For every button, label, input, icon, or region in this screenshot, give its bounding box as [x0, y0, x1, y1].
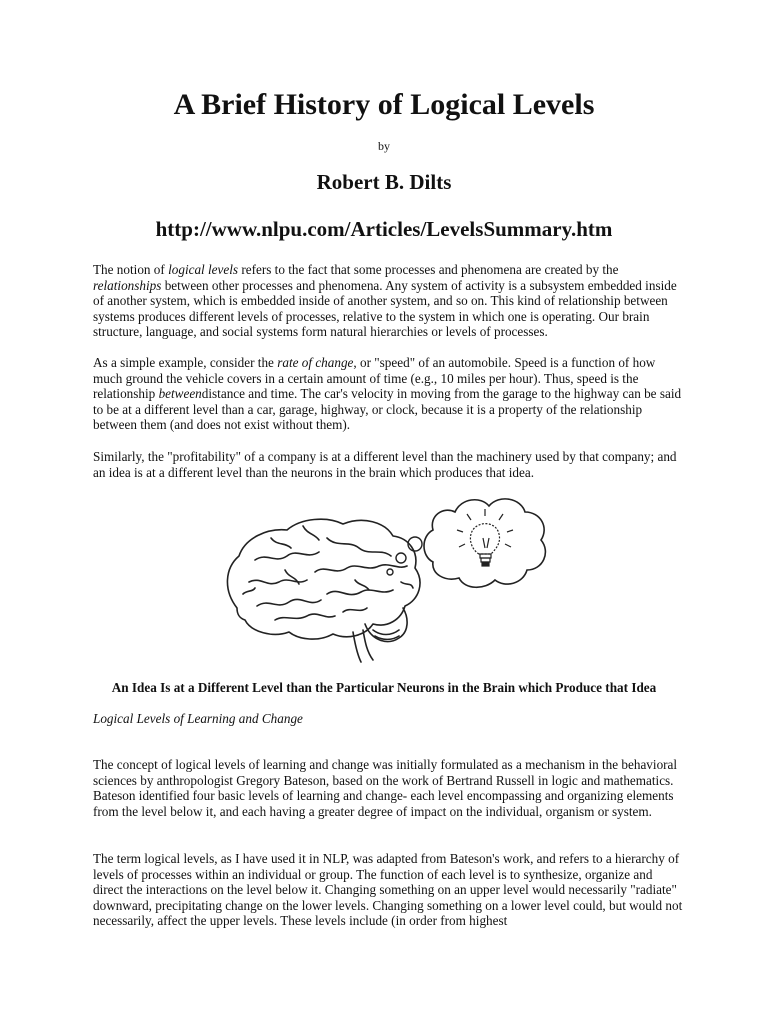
- figure-caption: An Idea Is at a Different Level than the Particular Neurons in the Brain which Produce that Idea: [111, 680, 657, 695]
- emphasis-logical-levels: logical levels: [168, 262, 239, 277]
- source-url: http://www.nlpu.com/Articles/LevelsSummary.htm: [155, 217, 613, 241]
- emphasis-rate-of-change: rate of change: [277, 355, 354, 370]
- paragraph-5: The term logical levels, as I have used it in NLP, was adapted from Bateson's work, and refers to a hierarchy of levels of processes within an individual or group. The function of each level is to synthesize, organize and direct the interactions on the level below it. Changing something on an upper level would necessarily "radiate" downward, precipitating change on the lower levels. Changing something on a lower level could, but would not necessarily, affect the upper levels. These levels include (in order from highest: [93, 851, 683, 929]
- section-subheading: Logical Levels of Learning and Change: [93, 711, 303, 726]
- paragraph-4: The concept of logical levels of learning and change was initially formulated as a mechanism in the behavioral sciences by anthropologist Gregory Bateson, based on the work of Bertrand Russell in logic and mathematics. Bateson identified four basic levels of learning and change- each level encompassing and organizing elements from the level below it, and each having a greater degree of impact on the individual, organism or system.: [93, 757, 678, 819]
- byline: by: [378, 139, 390, 153]
- text-segment: The notion of: [93, 262, 169, 277]
- text-segment: As a simple example, consider the: [93, 355, 278, 370]
- paragraph-3: Similarly, the "profitability" of a company is at a different level than the machinery used by that company; and an idea is at a different level than the neurons in the brain which produces that idea.: [93, 449, 677, 480]
- text-segment: , or "speed" of an automobile. Speed is a function of how much ground the vehicle covers in a certain amount of time (e.g., 10 miles per hour). Thus, speed is the relationship: [93, 355, 656, 402]
- brain-icon: [215, 490, 555, 665]
- emphasis-between: between: [158, 386, 202, 402]
- author-name: Robert B. Dilts: [316, 170, 452, 194]
- text-segment: distance and time. The car's velocity in moving from the garage to the highway can be said to be at a different level than a car, garage, highway, or clock, because it is a property of the relationship between them (and does not exist without them).: [93, 386, 682, 433]
- emphasis-relationships: relationships: [93, 277, 162, 293]
- text-segment: between other processes and phenomena. Any system of activity is a subsystem embedded inside of another system, which is embedded inside of another system, and so on. This kind of relationship between systems produces different levels of processes, relative to the system in which one is operating. Our brain structure, language, and social systems form natural hierarchies or levels of processes.: [93, 277, 677, 340]
- paragraph-2: [93, 355, 683, 433]
- paragraph-1: [93, 262, 683, 340]
- document-title: A Brief History of Logical Levels: [173, 88, 595, 121]
- brain-idea-figure: [215, 490, 555, 665]
- text-segment: refers to the fact that some processes and phenomena are created by the: [238, 262, 619, 277]
